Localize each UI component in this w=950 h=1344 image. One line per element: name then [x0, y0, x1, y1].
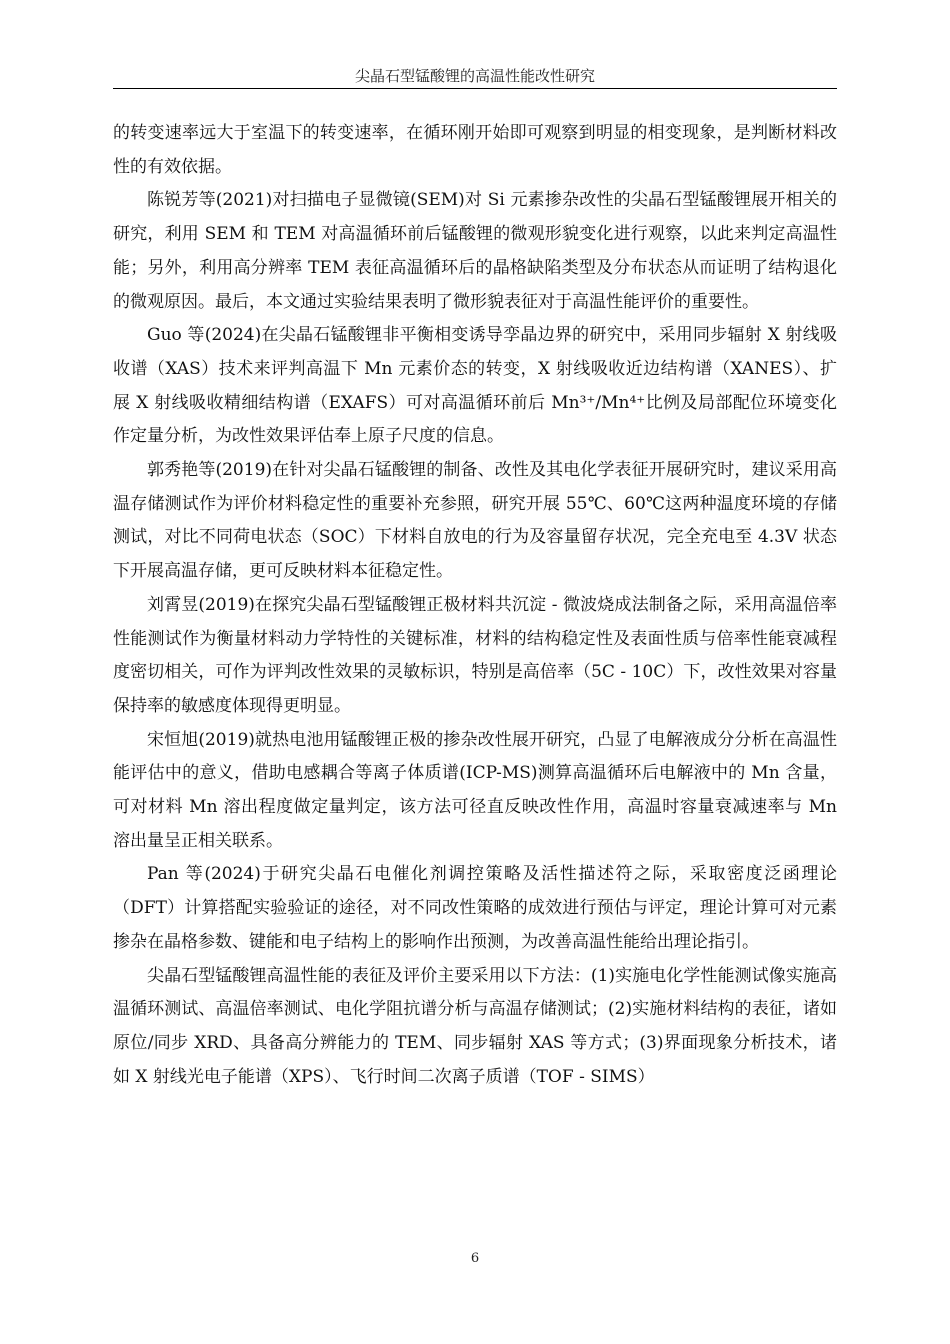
paragraph-pan: Pan 等(2024)于研究尖晶石电催化剂调控策略及活性描述符之际，采取密度泛函理论（DFT）计算搭配实验验证的途径，对不同改性策略的成效进行预估与评定，理论计算可对元素掺杂在晶格参数、键能和电子结构上的影响作出预测，为改善高温性能给出理论指引。: [113, 864, 837, 952]
paragraph-chen-ruifang: 陈锐芳等(2021)对扫描电子显微镜(SEM)对 Si 元素掺杂改性的尖晶石型锰酸锂展开相关的研究，利用 SEM 和 TEM 对高温循环前后锰酸锂的微观形貌变化进行观察，以此来判定高温性能；另外，利用高分辨率 TEM 表征高温循环后的晶格缺陷类型及分布状态从而证明了结构退化的微观原因。最后，本文通过实验结果表明了微形貌表征对于高温性能评价的重要性。: [113, 190, 837, 312]
paragraph-guo-xiuyan: 郭秀艳等(2019)在针对尖晶石锰酸锂的制备、改性及其电化学表征开展研究时，建议采用高温存储测试作为评价材料稳定性的重要补充参照，研究开展 55℃、60℃这两种温度环境的存储测试，对比不同荷电状态（SOC）下材料自放电的行为及容量留存状况，完全充电至 4.3V 状态下开展高温存储，更可反映材料本征稳定性。: [113, 460, 837, 582]
paragraph-summary-methods: 尖晶石型锰酸锂高温性能的表征及评价主要采用以下方法：(1)实施电化学性能测试像实施高温循环测试、高温倍率测试、电化学阻抗谱分析与高温存储测试；(2)实施材料结构的表征，诸如原位/同步 XRD、具备高分辨能力的 TEM、同步辐射 XAS 等方式；(3)界面现象分析技术，诸如 X 射线光电子能谱（XPS）、飞行时间二次离子质谱（TOF - SIMS）: [113, 965, 837, 1087]
page-number: 6: [470, 1251, 480, 1266]
paragraph-song-hengxu: 宋恒旭(2019)就热电池用锰酸锂正极的掺杂改性展开研究，凸显了电解液成分分析在高温性能评估中的意义，借助电感耦合等离子体质谱(ICP-MS)测算高温循环后电解液中的 Mn 含量，可对材料 Mn 溶出程度做定量判定，该方法可径直反映改性作用，高温时容量衰减速率与 Mn 溶出量呈正相关联系。: [113, 729, 837, 851]
paragraph-liu-xiaoyu: 刘霄昱(2019)在探究尖晶石型锰酸锂正极材料共沉淀 - 微波烧成法制备之际，采用高温倍率性能测试作为衡量材料动力学特性的关键标准，材料的结构稳定性及表面性质与倍率性能衰减程度密切相关，可作为评判改性效果的灵敏标识，特别是高倍率（5C - 10C）下，改性效果对容量保持率的敏感度体现得更明显。: [113, 594, 837, 716]
running-header: 尖晶石型锰酸锂的高温性能改性研究: [354, 67, 595, 85]
paragraph-guo: Guo 等(2024)在尖晶石锰酸锂非平衡相变诱导孪晶边界的研究中，采用同步辐射 X 射线吸收谱（XAS）技术来评判高温下 Mn 元素价态的转变，X 射线吸收近边结构谱（XANES）、扩展 X 射线吸收精细结构谱（EXAFS）可对高温循环前后 Mn³⁺/Mn⁴⁺比例及局部配位环境变化作定量分析，为改性效果评估奉上原子尺度的信息。: [113, 325, 837, 447]
body-text: [113, 117, 837, 1094]
paragraph-continuation: 的转变速率远大于室温下的转变速率，在循环刚开始即可观察到明显的相变现象，是判断材料改性的有效依据。: [113, 123, 837, 177]
header-divider: [113, 88, 837, 89]
